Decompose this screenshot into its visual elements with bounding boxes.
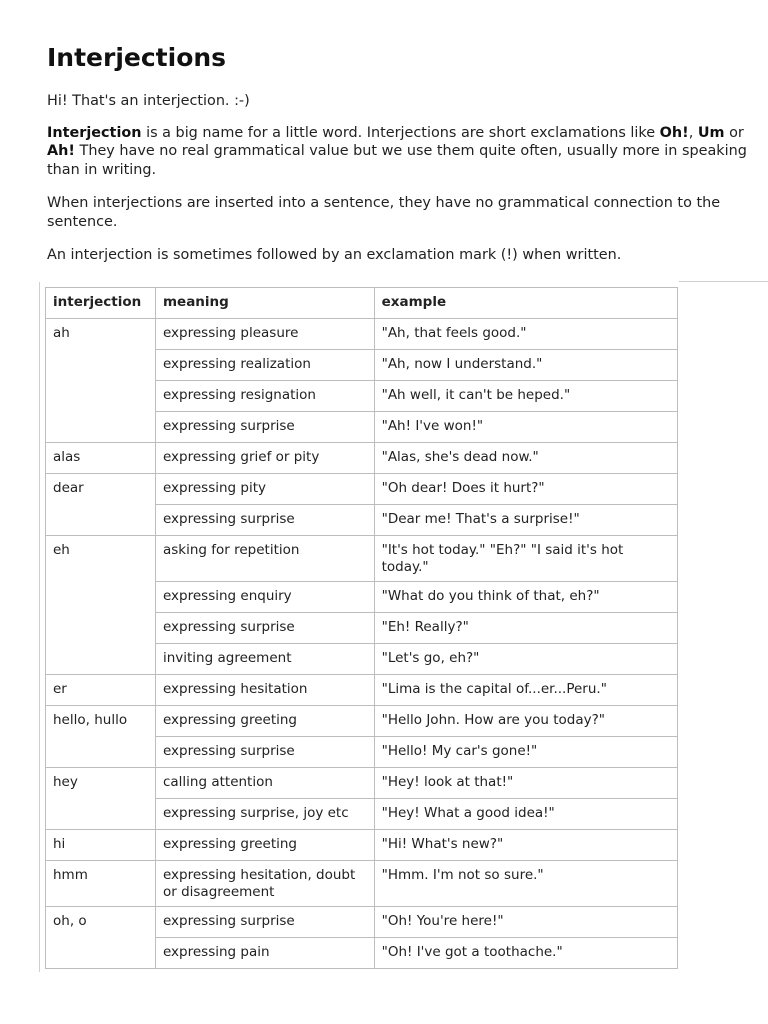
example-cell: "Ah! I've won!" [374,412,677,443]
example-um: Um [697,124,725,141]
table-header-row [46,288,678,319]
interjection-cell: oh, o [46,907,156,969]
example-cell: "Lima is the capital of...er...Peru." [374,675,677,706]
example-cell: "Hey! What a good idea!" [374,799,677,830]
example-cell: "Let's go, eh?" [374,644,677,675]
example-cell: "Ah, that feels good." [374,319,677,350]
interjection-cell: hmm [46,861,156,907]
example-cell: "Oh! You're here!" [374,907,677,938]
interjection-cell: hey [46,768,156,830]
example-cell: "Eh! Really?" [374,613,677,644]
example-cell: "Ah, now I understand." [374,350,677,381]
page-title: Interjections [47,43,227,72]
interjection-cell: hi [46,830,156,861]
meaning-cell: expressing hesitation, doubt or disagreement [155,861,374,907]
meaning-cell: asking for repetition [155,536,374,582]
definition-text-4: They have no real grammatical value but we use them quite often, usually more in speaking than in writing. [47,143,747,178]
meaning-cell: expressing surprise [155,737,374,768]
frame-divider-top [679,281,768,282]
meaning-cell: expressing pity [155,474,374,505]
meaning-cell: inviting agreement [155,644,374,675]
example-cell: "It's hot today." "Eh?" "I said it's hot today." [374,536,677,582]
table-row [46,706,678,737]
example-cell: "Oh! I've got a toothache." [374,938,677,969]
table-body [46,319,678,969]
meaning-cell: expressing surprise [155,907,374,938]
meaning-cell: expressing enquiry [155,582,374,613]
table-row [46,675,678,706]
meaning-cell: expressing surprise [155,412,374,443]
connection-paragraph: When interjections are inserted into a sentence, they have no grammatical connection to the sentence. [47,195,721,230]
meaning-cell: expressing hesitation [155,675,374,706]
table-row [46,319,678,350]
definition-text-3: or [724,124,744,141]
example-cell: "Hello John. How are you today?" [374,706,677,737]
example-ah: Ah! [47,143,75,159]
example-cell: "Alas, she's dead now." [374,443,677,474]
header-example: example [374,288,677,319]
article [47,40,747,265]
table-row [46,768,678,799]
interjection-cell: eh [46,536,156,675]
term-interjection: Interjection [47,124,142,141]
meaning-cell: calling attention [155,768,374,799]
meaning-cell: expressing surprise, joy etc [155,799,374,830]
interjection-cell: hello, hullo [46,706,156,768]
example-cell: "Hi! What's new?" [374,830,677,861]
meaning-cell: expressing pleasure [155,319,374,350]
table-row [46,830,678,861]
meaning-cell: expressing greeting [155,706,374,737]
intro-text: Hi! That's an interjection. :-) [47,93,250,109]
interjection-cell: er [46,675,156,706]
definition-paragraph [47,124,747,180]
meaning-cell: expressing greeting [155,830,374,861]
meaning-cell: expressing pain [155,938,374,969]
example-cell: "Hello! My car's gone!" [374,737,677,768]
meaning-cell: expressing surprise [155,613,374,644]
table-row [46,907,678,938]
example-cell: "What do you think of that, eh?" [374,582,677,613]
interjection-cell: dear [46,474,156,536]
example-cell: "Oh dear! Does it hurt?" [374,474,677,505]
definition-text-1: is a big name for a little word. Interjections are short exclamations like [141,124,660,141]
interjection-cell: alas [46,443,156,474]
example-cell: "Ah well, it can't be heped." [374,381,677,412]
meaning-cell: expressing resignation [155,381,374,412]
exclamation-paragraph: An interjection is sometimes followed by an exclamation mark (!) when written. [47,247,622,263]
example-cell: "Hmm. I'm not so sure." [374,861,677,907]
table-row [46,536,678,582]
meaning-cell: expressing grief or pity [155,443,374,474]
interjection-cell: ah [46,319,156,443]
header-meaning: meaning [155,288,374,319]
definition-text-2: , [688,124,698,141]
example-cell: "Dear me! That's a surprise!" [374,505,677,536]
example-oh: Oh! [659,124,689,141]
interjections-table [45,287,678,969]
table-row [46,474,678,505]
example-cell: "Hey! look at that!" [374,768,677,799]
table-row [46,861,678,907]
table-row [46,443,678,474]
header-interjection: interjection [46,288,156,319]
meaning-cell: expressing realization [155,350,374,381]
frame-divider-left [39,282,40,972]
meaning-cell: expressing surprise [155,505,374,536]
